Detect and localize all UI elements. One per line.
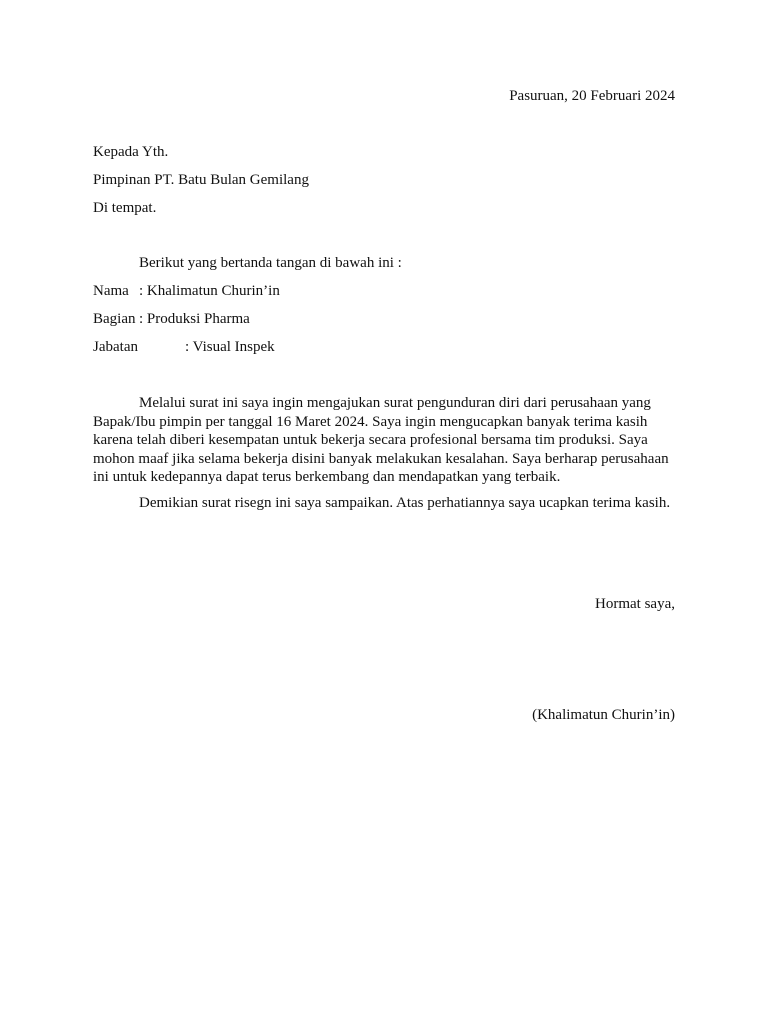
- recipient-greeting: Kepada Yth.: [93, 144, 169, 160]
- field-label-nama: Nama: [93, 283, 129, 299]
- recipient-name: Pimpinan PT. Batu Bulan Gemilang: [93, 172, 309, 188]
- field-value-bagian: : Produksi Pharma: [139, 311, 250, 327]
- field-label-bagian: Bagian: [93, 311, 136, 327]
- intro-line: Berikut yang bertanda tangan di bawah ini :: [139, 255, 402, 271]
- signature-name: (Khalimatun Churin’in): [532, 707, 675, 723]
- field-value-jabatan: : Visual Inspek: [185, 339, 275, 355]
- recipient-location: Di tempat.: [93, 200, 157, 216]
- body-paragraph-1: Melalui surat ini saya ingin mengajukan surat pengunduran diri dari perusahaan yang Bapak/Ibu pimpin per tanggal 16 Maret 2024. Saya ingin mengucapkan banyak terima kasih karena telah diberi kesempatan untuk bekerja secara profesional bersama tim produksi. Saya mohon maaf jika selama bekerja disini banyak melakukan kesalahan. Saya berharap perusahaan ini untuk kedepannya dapat terus berkembang dan mendapatkan yang terbaik.: [93, 395, 669, 485]
- field-label-jabatan: Jabatan: [93, 339, 138, 355]
- field-value-nama: : Khalimatun Churin’in: [139, 283, 280, 299]
- body-paragraph-2: Demikian surat risegn ini saya sampaikan. Atas perhatiannya saya ucapkan terima kasih.: [139, 495, 671, 511]
- closing-line: Hormat saya,: [595, 596, 675, 612]
- place-date: Pasuruan, 20 Februari 2024: [509, 88, 675, 104]
